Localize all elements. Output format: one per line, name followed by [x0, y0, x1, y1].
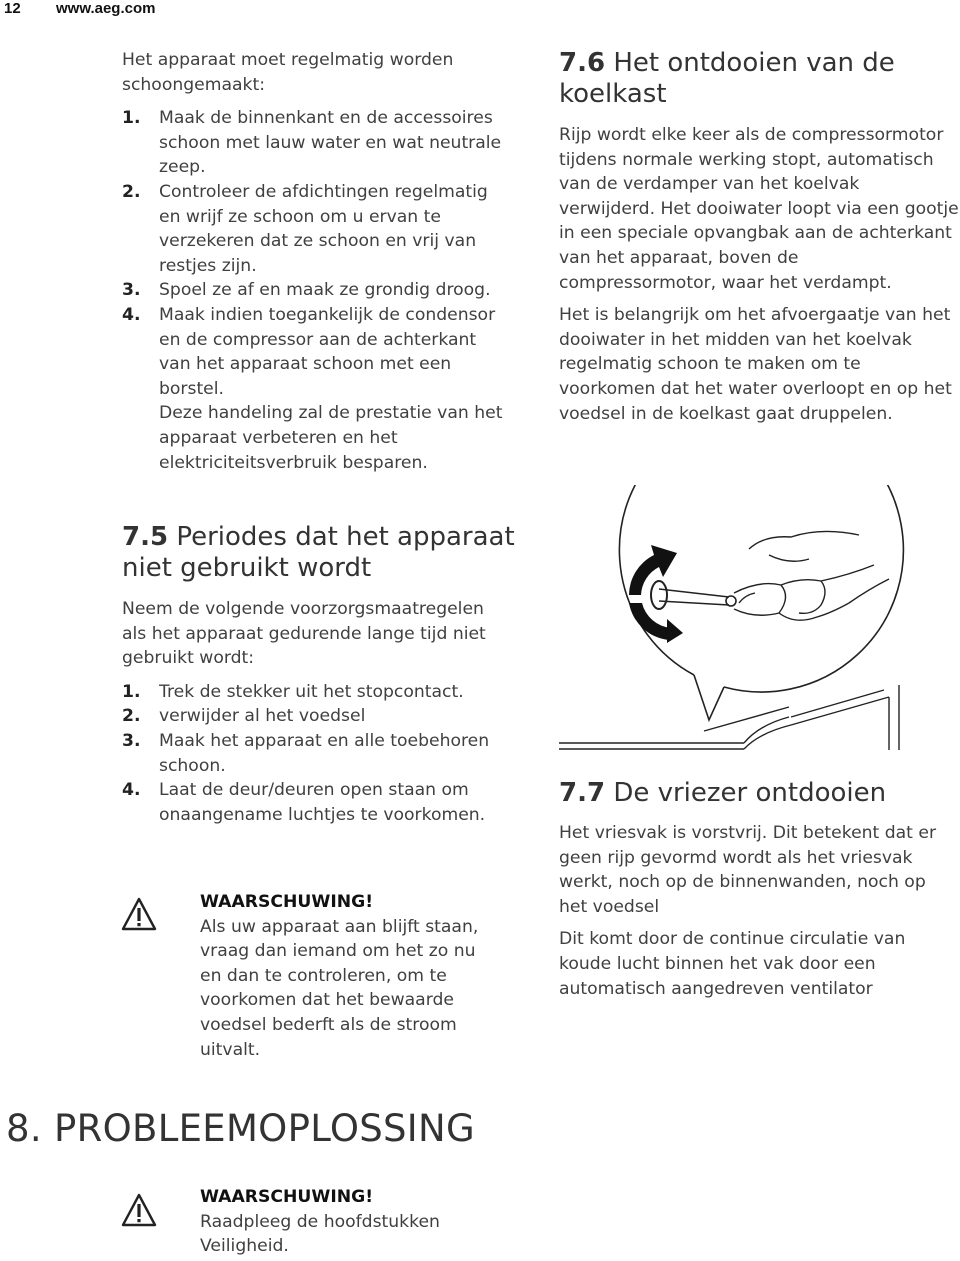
warning-title: WAARSCHUWING! — [200, 1187, 374, 1207]
list-item — [122, 704, 512, 729]
drain-cleaning-illustration — [559, 485, 960, 750]
step-text: verwijder al het voedsel — [159, 706, 366, 727]
warning-text: Als uw apparaat aan blijft staan, vraag dan iemand om het zo nu en dan te controleren, om te voorkomen dat het bewaarde voedsel bederft als de stroom uitvalt. — [200, 916, 479, 1060]
section-7-7-para-1: Het vriesvak is vorstvrij. Dit betekent dat er geen rijp gevormd wordt als het vriesvak werkt, noch op de binnenwanden, noch op het voedsel — [559, 823, 937, 917]
list-item — [122, 729, 512, 778]
step-text: Controleer de afdichtingen regelmatig en wrijf ze schoon om u ervan te verzekeren dat ze schoon en vrij van restjes zijn. — [159, 181, 488, 276]
page-header — [0, 0, 300, 18]
step-number: 4. — [122, 304, 141, 325]
warning-text: Raadpleeg de hoofdstukken Veiligheid. — [200, 1211, 440, 1257]
list-item — [122, 278, 512, 303]
list-item — [122, 303, 512, 401]
cleaning-steps-list — [122, 106, 512, 401]
section-7-5-heading — [122, 522, 522, 584]
shelf-lines — [559, 685, 899, 750]
step-text: Maak de binnenkant en de accessoires schoon met lauw water en wat neutrale zeep. — [159, 108, 502, 178]
step-text: Maak indien toegankelijk de condensor en de compressor aan de achterkant van het apparaat schoon met een borstel. — [159, 304, 496, 399]
section-7-5-intro: Neem de volgende voorzorgsmaatregelen als het apparaat gedurende lange tijd niet gebruikt wordt: — [122, 599, 486, 669]
section-number: 7.6 — [559, 48, 606, 78]
section-number: 7.7 — [559, 778, 606, 808]
step-text: Spoel ze af en maak ze grondig droog. — [159, 280, 491, 301]
section-7-6-para-2: Het is belangrijk om het afvoergaatje van het dooiwater in het midden van het koelvak regelmatig schoon te maken om te voorkomen dat het water overloopt en op het voedsel in de koelkast gaat druppelen. — [559, 305, 952, 424]
warning-triangle-icon — [121, 897, 157, 931]
step-number: 2. — [122, 706, 141, 727]
warning-box — [200, 890, 490, 1062]
step-text: Trek de stekker uit het stopcontact. — [159, 681, 464, 702]
website-link[interactable]: www.aeg.com — [56, 0, 156, 17]
section-7-7-heading — [559, 778, 939, 809]
step-number: 3. — [122, 280, 141, 301]
hand-drawing — [734, 531, 889, 620]
magnifier-circle — [619, 485, 903, 720]
page-number: 12 — [4, 0, 21, 17]
step-number: 1. — [122, 681, 141, 702]
step-number: 3. — [122, 730, 141, 751]
section-8-heading: 8. PROBLEEMOPLOSSING — [6, 1107, 475, 1150]
list-item — [122, 680, 512, 705]
step-text: Laat de deur/deuren open staan om onaangename luchtjes te voorkomen. — [159, 780, 486, 825]
storage-steps-list — [122, 680, 512, 828]
list-item — [122, 106, 512, 180]
section-7-7-para-2: Dit komt door de continue circulatie van koude lucht binnen het vak door een automatisch aangedreven ventilator — [559, 929, 906, 999]
left-column — [122, 48, 512, 475]
section-8-warning — [200, 1185, 500, 1259]
section-number: 7.5 — [122, 522, 169, 552]
step-number: 1. — [122, 108, 141, 129]
warning-triangle-icon — [121, 1193, 157, 1227]
section-7-7-body — [559, 821, 959, 1001]
rotate-arrows-icon — [629, 545, 683, 643]
list-item — [122, 180, 512, 278]
cleaning-intro: Het apparaat moet regelmatig worden schoongemaakt: — [122, 50, 454, 95]
section-title: De vriezer ontdooien — [613, 778, 887, 808]
section-title: Periodes dat het apparaat niet gebruikt wordt — [122, 522, 515, 583]
list-item — [122, 778, 512, 827]
step4-note: Deze handeling zal de prestatie van het apparaat verbeteren en het elektriciteitsverbruik besparen. — [159, 403, 503, 473]
section-7-5-body — [122, 597, 512, 827]
step-number: 2. — [122, 181, 141, 202]
section-7-6-body — [559, 123, 959, 426]
step-number: 4. — [122, 780, 141, 801]
step-text: Maak het apparaat en alle toebehoren schoon. — [159, 730, 490, 776]
section-title: Het ontdooien van de koelkast — [559, 48, 895, 109]
cleaning-tool — [659, 589, 736, 606]
warning-title: WAARSCHUWING! — [200, 892, 374, 912]
drain-hole — [651, 581, 667, 609]
section-7-6-heading — [559, 48, 939, 110]
section-7-6-para-1: Rijp wordt elke keer als de compressormotor tijdens normale werking stopt, automatisch van de verdamper van het koelvak verwijderd. Het dooiwater loopt via een gootje in een speciale opvangbak aan de achterkant van het apparaat, boven de compressormotor, waar het verdampt. — [559, 125, 959, 293]
